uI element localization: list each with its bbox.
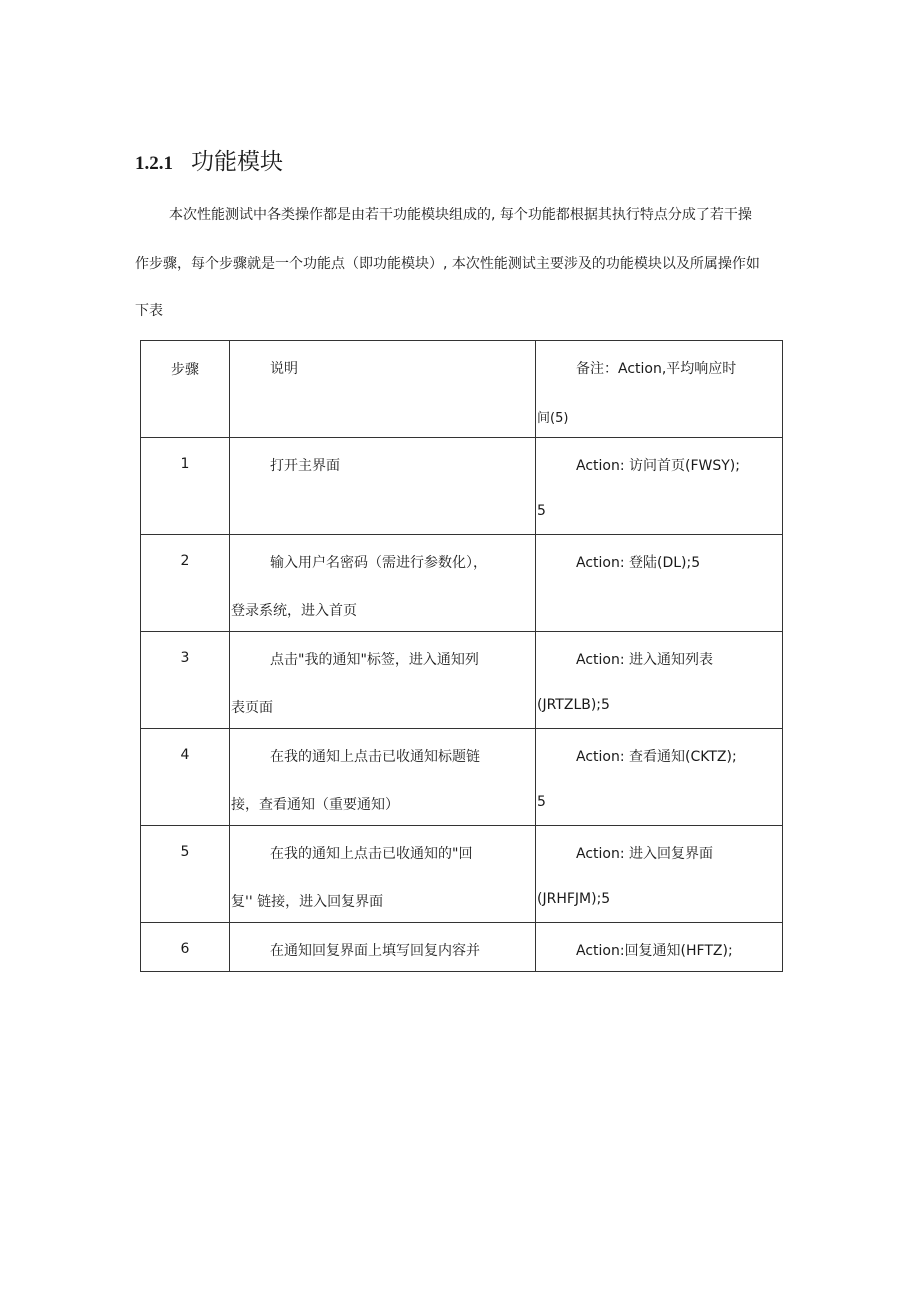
table-row <box>141 729 783 826</box>
step-desc-line1: 输入用户名密码（需进行参数化）， <box>270 555 487 571</box>
section-heading <box>135 143 283 177</box>
step-desc-line1: 打开主界面 <box>270 458 340 474</box>
intro-line-3: 下表 <box>135 303 163 319</box>
table-row <box>141 535 783 632</box>
table-row <box>141 826 783 923</box>
step-desc-line1: 点击"我的通知"标签，进入通知列 <box>270 652 479 668</box>
header-step-cell <box>141 341 230 438</box>
step-note-line1: Action: 查看通知(CKTZ); <box>576 749 737 765</box>
step-number: 1 <box>180 456 190 472</box>
table-row <box>141 438 783 535</box>
step-desc-line2: 复'' 链接，进入回复界面 <box>231 894 384 910</box>
table-header-row <box>141 341 783 438</box>
step-note-line2: (JRHFJM);5 <box>537 891 611 907</box>
step-note-line2: 5 <box>537 503 546 519</box>
step-number: 6 <box>180 941 190 957</box>
step-note-line1: Action: 登陆(DL);5 <box>576 555 701 571</box>
step-desc-line1: 在我的通知上点击已收通知标题链 <box>270 749 480 765</box>
step-desc-line2: 表页面 <box>231 700 273 716</box>
step-desc-line2: 登录系统，进入首页 <box>231 603 357 619</box>
header-note-line2: 间(5) <box>537 411 569 426</box>
table-row <box>141 632 783 729</box>
step-desc-line1: 在通知回复界面上填写回复内容并 <box>270 943 480 959</box>
step-note-line2: 5 <box>537 794 546 810</box>
step-desc-line2: 接，查看通知（重要通知） <box>231 797 399 813</box>
step-number: 5 <box>180 844 190 860</box>
function-module-table <box>140 340 783 972</box>
step-number: 4 <box>180 747 190 763</box>
section-number: 1.2.1 <box>135 153 173 174</box>
table-row <box>141 923 783 972</box>
header-step: 步骤 <box>171 362 199 378</box>
section-title: 功能模块 <box>191 149 283 175</box>
header-note-cell <box>536 341 783 438</box>
header-desc: 说明 <box>270 361 298 377</box>
step-number: 3 <box>180 650 190 666</box>
step-note-line1: Action: 进入回复界面 <box>576 846 714 862</box>
step-number: 2 <box>180 553 190 569</box>
step-desc-line1: 在我的通知上点击已收通知的"回 <box>270 846 473 862</box>
header-desc-cell <box>230 341 536 438</box>
step-note-line1: Action: 进入通知列表 <box>576 652 714 668</box>
intro-line-2: 作步骤，每个步骤就是一个功能点（即功能模块）, 本次性能测试主要涉及的功能模块以及所属操作如 <box>135 256 760 272</box>
intro-line-1: 本次性能测试中各类操作都是由若干功能模块组成的, 每个功能都根据其执行特点分成了若干操 <box>169 207 752 223</box>
step-note-line2: (JRTZLB);5 <box>537 697 610 713</box>
step-note-line1: Action: 访问首页(FWSY); <box>576 458 740 474</box>
step-note-line1: Action:回复通知(HFTZ); <box>576 943 733 959</box>
header-note-line1: 备注：Action,平均响应时 <box>576 361 737 377</box>
